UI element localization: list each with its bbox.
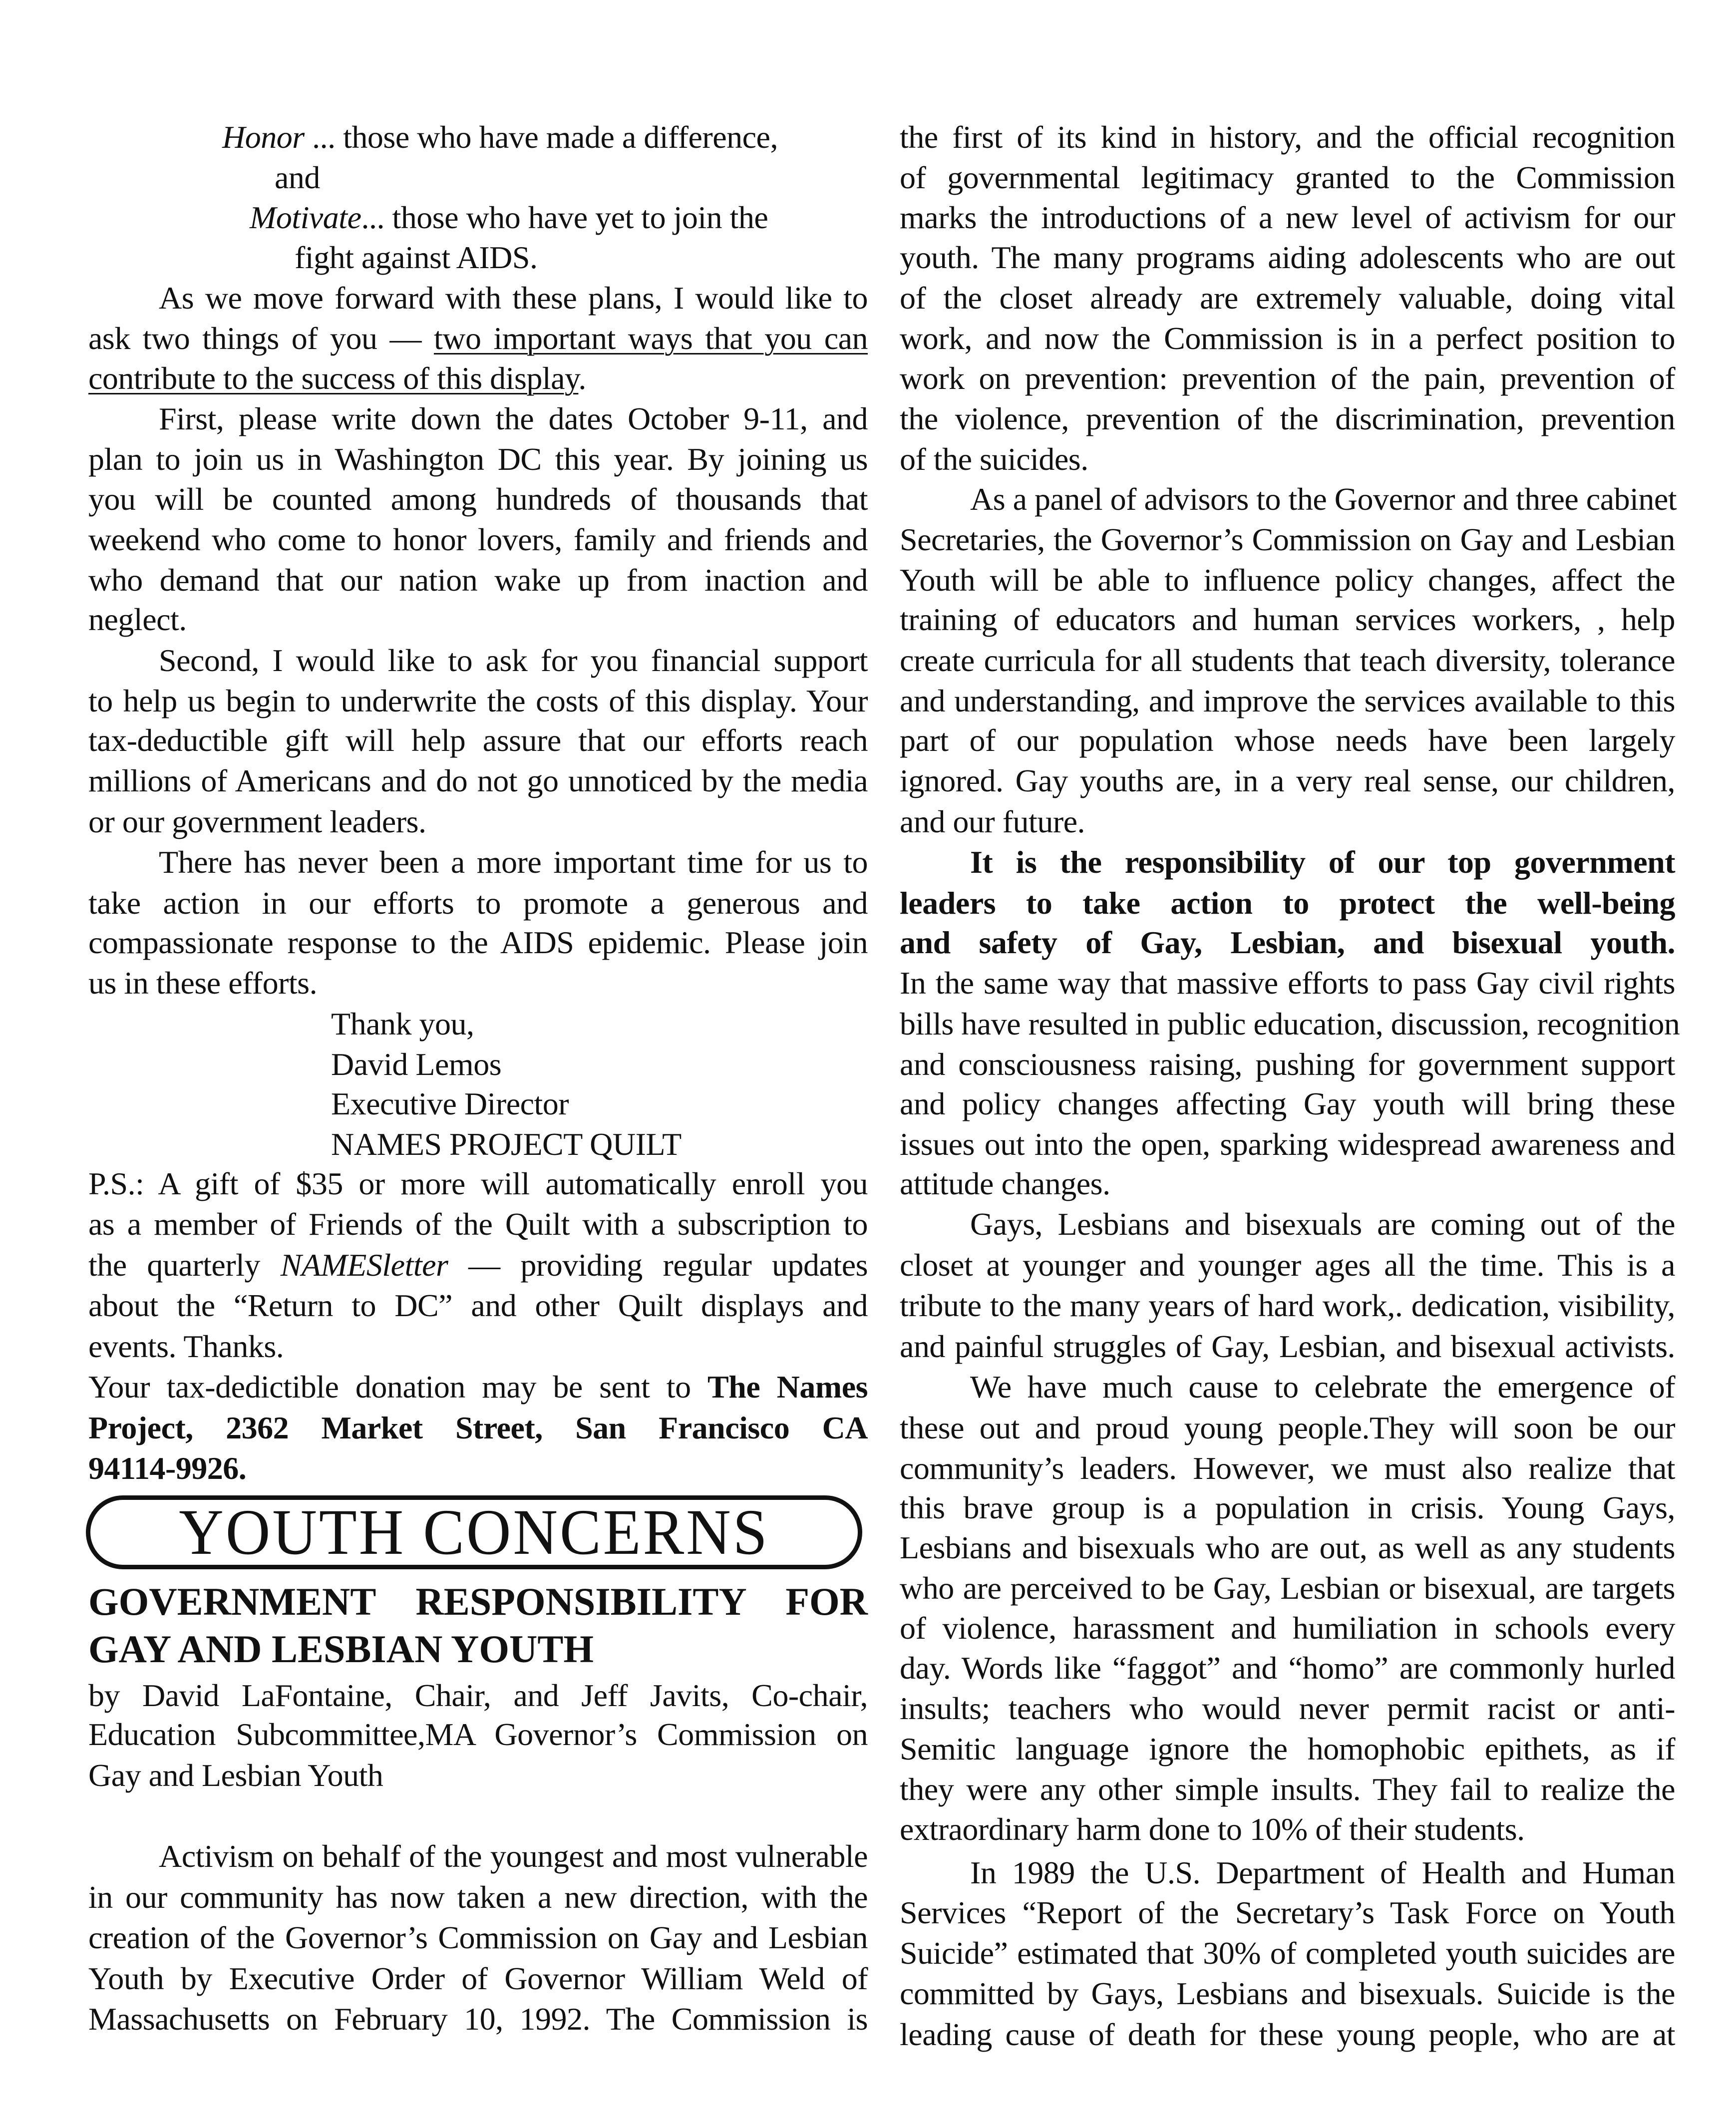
closing-paragraph-line: us in these efforts.: [88, 965, 318, 1001]
section-banner-title: YOUTH CONCERNS: [179, 1496, 769, 1568]
first-paragraph-line: weekend who come to honor lovers, family and friends and: [88, 522, 868, 557]
underlined-emphasis: two important ways that you can: [433, 321, 868, 356]
activism-paragraph-line: creation of the Governor’s Commission on Gay and Lesbian: [88, 1920, 868, 1955]
signature-org: NAMES PROJECT QUILT: [331, 1126, 682, 1162]
motivate-word: Motivate: [250, 200, 361, 235]
second-paragraph-line: millions of Americans and do not go unnoticed by the media: [88, 763, 868, 798]
activism-paragraph-line: in our community has now taken a new direction, with the: [88, 1879, 868, 1915]
first-paragraph-line: neglect.: [88, 602, 187, 637]
first-paragraph-line: First, please write down the dates October 9-11, and: [159, 401, 868, 436]
article-title-line: GOVERNMENT RESPONSIBILITY FOR: [88, 1580, 868, 1623]
signature-title: Executive Director: [331, 1086, 569, 1121]
second-paragraph-line: or our government leaders.: [88, 804, 426, 839]
ask-paragraph-line: ask two things of you — two important ways that you can: [88, 321, 868, 356]
signature-name: David Lemos: [331, 1047, 502, 1082]
activism-paragraph-line: Activism on behalf of the youngest and most vulnerable: [159, 1838, 868, 1874]
namesletter-title: NAMESletter: [280, 1247, 448, 1283]
ask-paragraph-line: As we move forward with these plans, I would like to: [159, 280, 868, 316]
first-paragraph-line: plan to join us in Washington DC this year. By joining us: [88, 441, 868, 477]
emphasis-line: leaders to take action to protect the well-being: [900, 885, 1675, 921]
closing-paragraph-line: There has never been a more important time for us to: [159, 844, 868, 880]
emphasis-line: It is the responsibility of our top government: [970, 844, 1675, 880]
fight-line: fight against AIDS.: [295, 240, 538, 275]
second-paragraph-line: to help us begin to underwrite the costs of this display. Your: [88, 683, 868, 718]
second-paragraph-line: Second, I would like to ask for you financial support: [159, 643, 868, 678]
article-title-line: GAY AND LESBIAN YOUTH: [88, 1627, 594, 1671]
activism-paragraph-line: Youth by Executive Order of Governor William Weld of: [88, 1961, 868, 1996]
first-paragraph-line: who demand that our nation wake up from inaction and: [88, 562, 868, 598]
newsletter-page: Honor ... those who have made a difference, and Motivate... those who have yet to join the fight against AIDS. As we move forward with these plans, I would like to ask two things of you — two important ways that you can contribute to the success of this display. First, please write down the dates October 9-11, and plan to join us in Washington DC this year. By joining us you will be counted among hundreds of thousands that weekend who come to honor lovers, family and friends and who demand that our nation wake up from inaction and neglect. Second, I would like to ask for you financial support to help us begin to underwrite the costs of this display. Your tax-deductible gift will help assure that our efforts reach millions of Americans and do not go unnoticed by the media or our government leaders. There has never been a more important time for us to take action in our efforts to promote a generous and compassionate response to the AIDS epidemic. Please join us in these efforts. Thank you, David Lemos Executive Director NAMES PROJECT QUILT P.S.: A gift of $35 or more will automatically enroll you as a member of Friends of the Quilt with a subscription to the quarterly NAMESletter — providing regular updates about the “Return to DC” and other Quilt displays and events. Thanks. Your tax-dedictible donation may be sent to The Names Project, 2362 Market Street, San Francisco CA 94114-9926. YOUTH CONCERNS GOVERNMENT RESPONSIBILITY FOR GAY AND LESBIAN YOUTH by David LaFontaine, Chair, and Jeff Javits, Co-chair, Education Subcommittee,MA Governor’s Commission on Gay and Lesbian Youth Activism on behalf of the youngest and most vulnerable in our community has now taken a new direction, with the creation of the Governor’s Commission on Gay and Lesbian Youth by Executive Order of Governor William Weld of Massachusetts on February 10, 1992. The Commission is the first of its kind in history, and the official recognition of governmental legitimacy granted to the Commission marks the introductions of a new level of activism for our youth. The many programs aiding adolescents who are out of the closet already are extremely valuable, doing vital work, and now the Commission is in a perfect position to work on prevention: prevention of the pain, prevention of the violence, prevention of the discrimination, prevention of the suicides. As a panel of advisors to the Governor and three cabinet Secretaries, the Governor’s Commission on Gay and Lesbian Youth will be able to influence policy changes, affect the training of educators and human services workers, , help create curricula for all students that teach diversity, tolerance and understanding, and improve the services available to this part of our population whose needs have been largely ignored. Gay youths are, in a very real sense, our children, and our future. It is the responsibility of our top government leaders to take action to protect the well-being and safety of Gay, Lesbian, and bisexual youth. In the same way that massive efforts to pass Gay civil rights bills have resulted in public education, discussion, recognition and consciousness raising, pushing for government support and policy changes affecting Gay youth will bring these issues out into the open, sparking widespread awareness and attitude changes. Gays, Lesbians and bisexuals are coming out of the closet at younger and younger ages all the time. This is a tribute to the many years of hard work,. dedication, visibility, and painful struggles of Gay, Lesbian, and bisexual activists. We have much cause to celebrate the emergence of these out and proud young people.They will soon be our community’s leaders. However, we must also realize that this brave group is a population in crisis. Young Gays, Lesbians and bisexuals who are out, as well as any students who are perceived to be Gay, Lesbian or bisexual, are targets of violence, harassment and humiliation in schools every day. Words like “faggot” and “homo” are commonly hurled insults; teachers who would never permit racist or anti- Semitic language ignore the homophobic epithets, as if they were any other simple insults. They fail to realize the extraordinary harm done to 10% of their students. In 1989 the U.S. Department of Health and Human Services “Report of the Secretary’s Task Force on Youth Suicide” estimated that 30% of completed youth suicides are committed by Gays, Lesbians and bisexuals. Suicide is the leading cause of death for these young people, who are at: [0, 0, 1736, 2124]
activism-paragraph-line: Massachusetts on February 10, 1992. The Commission is: [88, 2001, 868, 2037]
section-banner: [86, 1495, 862, 1569]
emphasis-line: and safety of Gay, Lesbian, and bisexual youth.: [900, 925, 1675, 960]
honor-line: Honor ... those who have made a difference,: [222, 119, 778, 155]
second-paragraph-line: tax-deductible gift will help assure that our efforts reach: [88, 722, 868, 758]
closing-paragraph-line: take action in our efforts to promote a generous and: [88, 885, 868, 921]
underlined-emphasis: contribute to the success of this display: [88, 360, 579, 396]
closing-paragraph-line: compassionate response to the AIDS epidemic. Please join: [88, 925, 868, 960]
first-paragraph-line: you will be counted among hundreds of thousands that: [88, 481, 868, 517]
motivate-line: Motivate... those who have yet to join the: [250, 200, 768, 235]
signature-closing: Thank you,: [331, 1006, 474, 1042]
ask-paragraph-line: contribute to the success of this display.: [88, 360, 586, 396]
and-line: and: [275, 160, 320, 195]
honor-word: Honor: [222, 119, 305, 155]
